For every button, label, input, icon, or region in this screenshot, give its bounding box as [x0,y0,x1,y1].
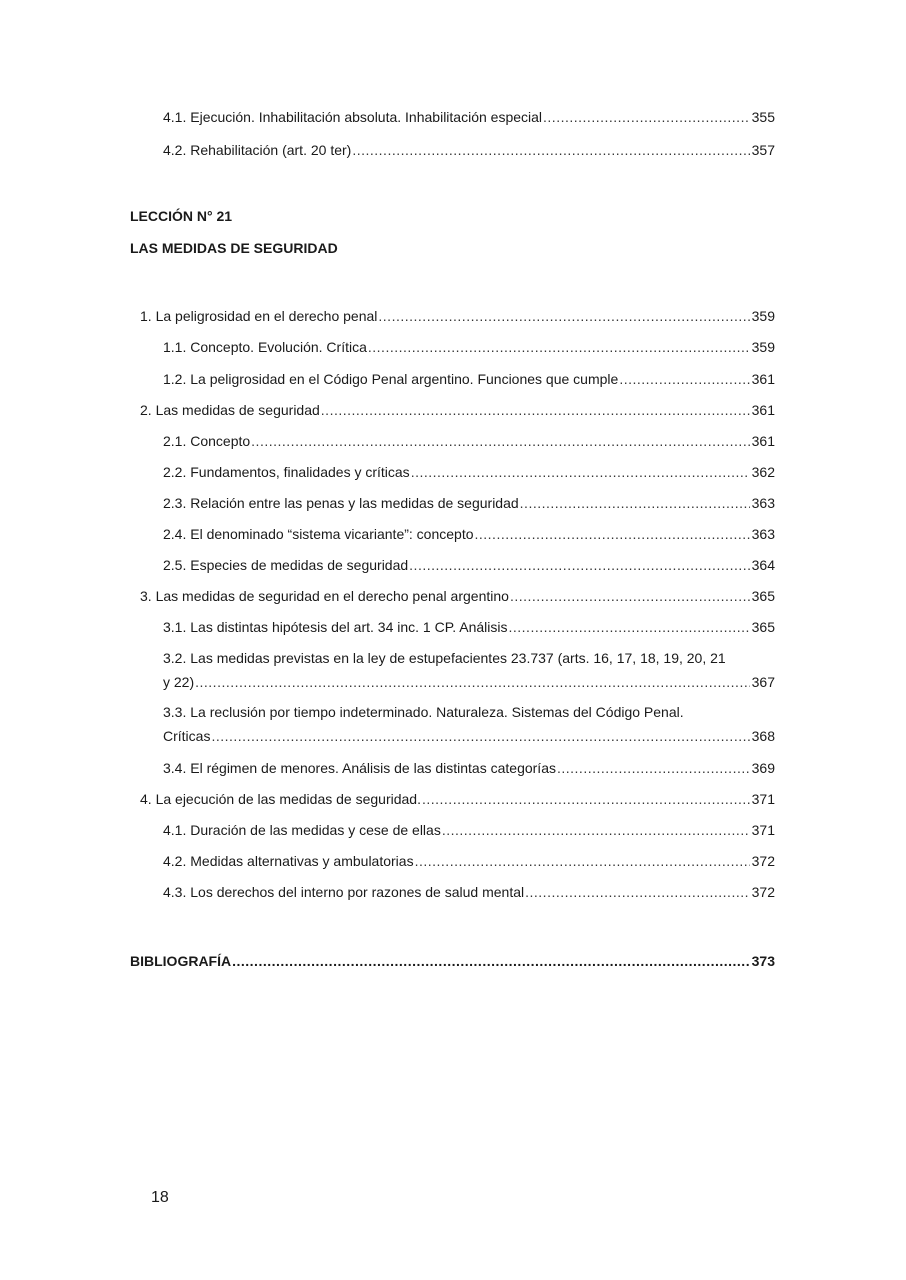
toc-entry-continuation [163,670,775,694]
dot-leader [619,370,749,388]
toc-entry[interactable] [140,307,775,325]
toc-entry-page: 371 [751,822,775,838]
dot-leader [368,338,750,356]
lesson-number: LECCIÓN N° 21 [130,208,233,224]
toc-entry[interactable] [140,401,775,419]
toc-entry[interactable] [163,370,775,388]
toc-entry-page: 364 [751,557,775,573]
toc-entry-title: 3. Las medidas de seguridad en el derecho penal argentino [140,588,509,604]
toc-entry-title-cont: Críticas [163,728,211,744]
toc-entry[interactable] [163,852,775,870]
toc-entry-title: 2.3. Relación entre las penas y las medidas de seguridad [163,495,519,511]
toc-entry[interactable] [163,700,775,748]
toc-entry-page: 365 [751,619,775,635]
toc-entry-page: 363 [751,495,775,511]
toc-entry[interactable] [163,646,775,694]
toc-entry-title-cont: y 22) [163,674,195,690]
toc-entry-page: 361 [751,433,775,449]
dot-leader [195,670,750,694]
dot-leader [543,108,750,126]
toc-entry[interactable] [163,141,775,159]
toc-entry-title: 3.2. Las medidas previstas en la ley de estupefacientes 23.737 (arts. 16, 17, 18, 19, 20, 21 [163,650,726,666]
toc-entry-page: 369 [751,760,775,776]
toc-entry-title: 3.1. Las distintas hipótesis del art. 34 inc. 1 CP. Análisis [163,619,508,635]
toc-entry-page: 359 [751,308,775,324]
dot-leader [411,463,750,481]
toc-entry[interactable] [163,432,775,450]
toc-entry-page: 355 [751,109,775,125]
toc-entry[interactable] [163,821,775,839]
toc-entry-title: 4.2. Rehabilitación (art. 20 ter) [163,142,352,158]
toc-entry-title: 2.2. Fundamentos, finalidades y críticas [163,464,410,480]
toc-entry-title: 2.1. Concepto [163,433,251,449]
toc-entry[interactable] [163,525,775,543]
toc-entry[interactable] [163,463,775,481]
toc-entry-page: 371 [751,791,775,807]
toc-entry-page: 368 [751,728,775,744]
toc-entry[interactable] [163,494,775,512]
toc-entry-title: 3.3. La reclusión por tiempo indeterminado. Naturaleza. Sistemas del Código Penal. [163,704,684,720]
toc-entry-title: 2. Las medidas de seguridad [140,402,320,418]
toc-entry-title: 2.5. Especies de medidas de seguridad [163,557,409,573]
toc-entry-page: 361 [751,402,775,418]
toc-entry-title: 1.2. La peligrosidad en el Código Penal argentino. Funciones que cumple [163,371,619,387]
dot-leader [557,759,750,777]
toc-entry-title: 4.3. Los derechos del interno por razones de salud mental [163,884,525,900]
toc-entry-page: 367 [751,674,775,690]
bibliography-page: 373 [751,953,775,969]
toc-entry-title: 4. La ejecución de las medidas de seguridad. [140,791,421,807]
toc-entry-title: 4.1. Ejecución. Inhabilitación absoluta. Inhabilitación especial [163,109,543,125]
dot-leader [352,141,749,159]
toc-entry-page: 365 [751,588,775,604]
toc-entry-title: 2.4. El denominado “sistema vicariante”: concepto [163,526,474,542]
toc-entry-page: 363 [751,526,775,542]
toc-entry-page: 357 [751,142,775,158]
page-number: 18 [151,1189,169,1206]
dot-leader [211,724,749,748]
dot-leader [232,952,750,970]
dot-leader [415,852,750,870]
dot-leader [509,618,750,636]
toc-entry[interactable] [163,883,775,901]
toc-entry[interactable] [140,587,775,605]
dot-leader [520,494,750,512]
toc-entry-page: 362 [751,464,775,480]
lesson-title: LAS MEDIDAS DE SEGURIDAD [130,240,338,256]
toc-entry-title: 4.1. Duración de las medidas y cese de ellas [163,822,441,838]
toc-entry[interactable] [163,618,775,636]
toc-entry-bibliography[interactable] [130,952,775,970]
dot-leader [510,587,750,605]
toc-entry-page: 361 [751,371,775,387]
toc-entry[interactable] [163,759,775,777]
toc-entry-page: 372 [751,853,775,869]
toc-entry-title: 3.4. El régimen de menores. Análisis de las distintas categorías [163,760,556,776]
toc-entry-continuation [163,724,775,748]
dot-leader [475,525,750,543]
dot-leader [525,883,750,901]
dot-leader [409,556,749,574]
dot-leader [422,790,750,808]
toc-entry-page: 372 [751,884,775,900]
dot-leader [442,821,750,839]
toc-entry[interactable] [163,338,775,356]
dot-leader [251,432,749,450]
toc-entry[interactable] [140,790,775,808]
toc-entry-title: 4.2. Medidas alternativas y ambulatorias [163,853,414,869]
toc-entry-page: 359 [751,339,775,355]
toc-entry-title: 1. La peligrosidad en el derecho penal [140,308,378,324]
toc-entry-title: 1.1. Concepto. Evolución. Crítica [163,339,367,355]
dot-leader [378,307,749,325]
bibliography-title: BIBLIOGRAFÍA [130,953,232,969]
toc-entry[interactable] [163,556,775,574]
toc-entry[interactable] [163,108,775,126]
dot-leader [321,401,750,419]
